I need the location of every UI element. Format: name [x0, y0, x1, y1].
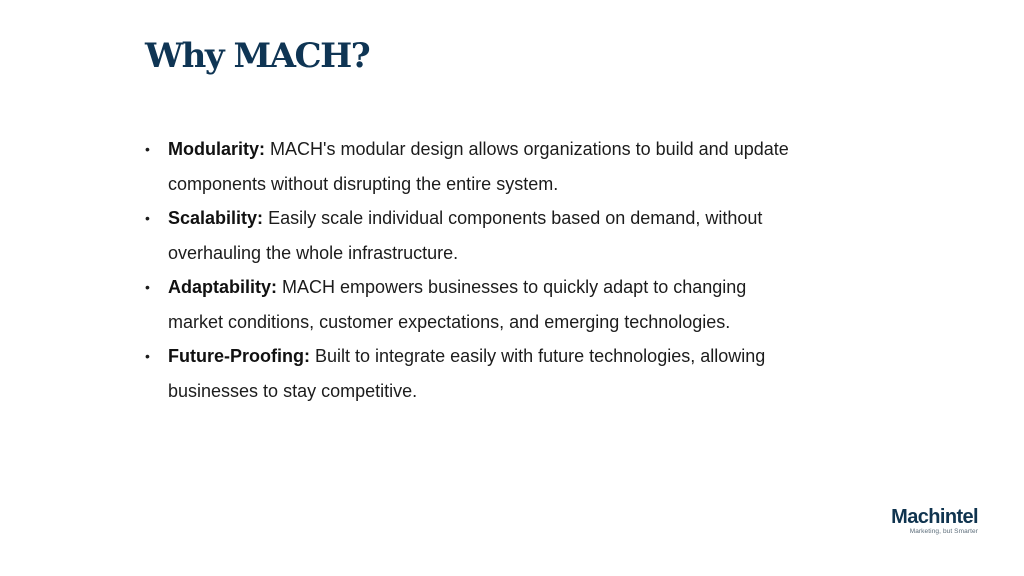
bullet-item-modularity [145, 132, 795, 201]
bullet-text: Easily scale individual components based on demand, without overhauling the whole infrastructure. [168, 208, 763, 263]
bullet-dot-icon: • [145, 279, 150, 295]
brand-logo [891, 507, 978, 535]
bullet-term: Adaptability: [168, 277, 278, 297]
logo-name: Machintel [891, 506, 978, 528]
bullet-term: Modularity: [168, 139, 265, 159]
bullet-list [145, 132, 795, 408]
bullet-text: Built to integrate easily with future technologies, allowing businesses to stay competitive. [168, 346, 766, 401]
bullet-item-future-proofing [145, 339, 795, 408]
bullet-text: MACH's modular design allows organizations to build and update components without disrupting the entire system. [168, 139, 789, 194]
slide-title: Why MACH? [145, 36, 370, 76]
logo-tagline: Marketing, but Smarter [909, 528, 978, 535]
bullet-item-scalability [145, 201, 795, 270]
bullet-dot-icon: • [145, 141, 150, 157]
bullet-dot-icon: • [145, 210, 150, 226]
bullet-term: Scalability: [168, 208, 264, 228]
bullet-dot-icon: • [145, 348, 150, 364]
bullet-term: Future-Proofing: [168, 346, 310, 366]
bullet-item-adaptability [145, 270, 795, 339]
bullet-text: MACH empowers businesses to quickly adapt to changing market conditions, customer expectations, and emerging technologies. [168, 277, 747, 332]
